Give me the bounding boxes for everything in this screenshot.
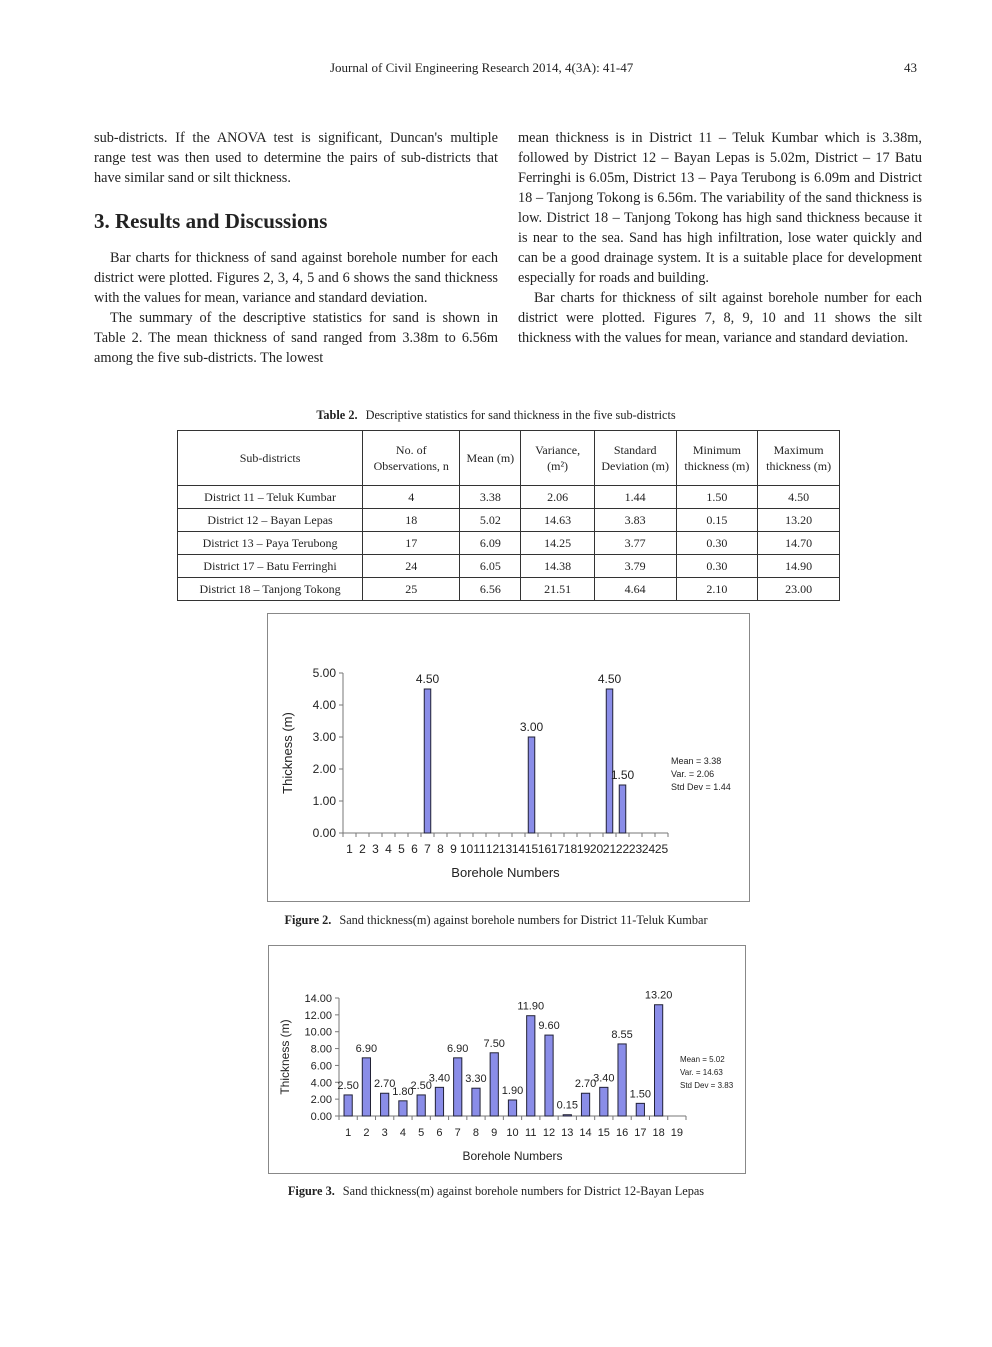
right-column <box>518 128 922 348</box>
y-tick-label: 6.00 <box>310 1060 332 1073</box>
bar <box>527 1016 535 1116</box>
x-tick-label: 2 <box>359 842 366 856</box>
value-cell: 3.83 <box>594 509 676 532</box>
y-axis-title: Thickness (m) <box>280 712 295 794</box>
left-column <box>94 128 498 368</box>
value-cell: 5.02 <box>460 509 521 532</box>
paragraph: Bar charts for thickness of silt against borehole number for each district were plotted. Figures 7, 8, 9, 10 and 11 shows the silt thickness with the values for mean, variance and standard deviation. <box>518 290 922 346</box>
value-cell: 18 <box>363 509 460 532</box>
x-tick-label: 9 <box>450 842 457 856</box>
value-cell: 17 <box>363 532 460 555</box>
y-tick-label: 2.00 <box>310 1094 332 1107</box>
x-tick-label: 24 <box>641 842 656 856</box>
value-cell: 3.79 <box>594 555 676 578</box>
value-cell: 2.10 <box>676 578 758 601</box>
figure-label: Figure 2. <box>284 913 332 927</box>
x-tick-label: 6 <box>411 842 418 856</box>
descriptive-stats-table <box>177 430 840 601</box>
value-cell: 23.00 <box>758 578 840 601</box>
table-row <box>178 486 840 509</box>
bar <box>600 1087 608 1116</box>
x-tick-label: 4 <box>385 842 392 856</box>
value-cell: 14.63 <box>521 509 594 532</box>
x-tick-label: 14 <box>511 842 526 856</box>
column-header: Mean (m) <box>460 431 521 486</box>
paragraph: mean thickness is in District 11 – Teluk Kumbar which is 3.38m, followed by District 12 – Bayan Lepas is 5.02m, District – 17 Batu Ferringhi is 6.05m, District 13 – Paya Terubong is 6.09m and District 18 – Tanjong Tokong is 6.56m. The variability of the sand thickness is low. District 18 – Tanjong Tokong has high sand thickness because it is near to the sea. Sand has high infiltration, lose water quickly and can be a good drainage system. It is a suitable place for development especially for roads and building. <box>518 130 922 286</box>
district-cell: District 11 – Teluk Kumbar <box>178 486 363 509</box>
x-tick-label: 14 <box>579 1127 592 1139</box>
district-cell: District 17 – Batu Ferringhi <box>178 555 363 578</box>
column-header: No. of Observations, n <box>363 431 460 486</box>
value-cell: 4.64 <box>594 578 676 601</box>
stats-annotation: Std Dev = 1.44 <box>671 782 731 792</box>
x-tick-label: 9 <box>491 1127 498 1139</box>
bar <box>654 1005 662 1116</box>
figure-caption-text: Sand thickness(m) against borehole numbers for District 11-Teluk Kumbar <box>339 913 708 927</box>
x-tick-label: 5 <box>398 842 405 856</box>
value-cell: 3.38 <box>460 486 521 509</box>
y-tick-label: 10.00 <box>304 1026 332 1039</box>
column-header: Minimum thickness (m) <box>676 431 758 486</box>
bar <box>472 1088 480 1116</box>
x-tick-label: 7 <box>424 842 431 856</box>
y-tick-label: 14.00 <box>304 993 332 1005</box>
y-tick-label: 1.00 <box>312 794 336 808</box>
x-tick-label: 3 <box>381 1127 388 1139</box>
x-tick-label: 4 <box>399 1127 406 1139</box>
data-label: 2.70 <box>574 1078 597 1091</box>
section-heading: 3. Results and Discussions <box>94 209 328 233</box>
x-tick-label: 21 <box>602 842 617 856</box>
stats-annotation: Mean = 3.38 <box>671 756 722 766</box>
figure-2-chart <box>267 613 750 902</box>
x-tick-label: 16 <box>615 1127 629 1139</box>
data-label: 3.40 <box>428 1072 451 1085</box>
value-cell: 2.06 <box>521 486 594 509</box>
data-label: 7.50 <box>483 1037 505 1050</box>
column-header: Standard Deviation (m) <box>594 431 676 486</box>
bar <box>618 1044 626 1116</box>
value-cell: 0.15 <box>676 509 758 532</box>
column-header: Maximum thickness (m) <box>758 431 840 486</box>
data-label: 2.50 <box>410 1079 432 1092</box>
y-tick-label: 0.00 <box>312 826 336 840</box>
value-cell: 14.70 <box>758 532 840 555</box>
x-tick-label: 8 <box>472 1127 480 1139</box>
x-tick-label: 1 <box>345 1127 352 1139</box>
stats-annotation: Var. = 2.06 <box>671 769 715 779</box>
x-tick-label: 12 <box>542 1127 556 1139</box>
y-tick-label: 0.00 <box>310 1111 332 1123</box>
y-tick-label: 8.00 <box>310 1043 332 1056</box>
table-caption <box>0 408 992 423</box>
value-cell: 1.50 <box>676 486 758 509</box>
bar <box>381 1093 389 1116</box>
x-tick-label: 10 <box>506 1127 519 1139</box>
x-tick-label: 17 <box>634 1127 647 1139</box>
journal-title: Journal of Civil Engineering Research 2014, 4(3A): 41-47 <box>330 60 634 75</box>
value-cell: 24 <box>363 555 460 578</box>
value-cell: 6.05 <box>460 555 521 578</box>
bar <box>508 1100 516 1116</box>
value-cell: 14.38 <box>521 555 594 578</box>
x-tick-label: 15 <box>524 842 539 856</box>
data-label: 13.20 <box>644 989 673 1002</box>
data-label: 11.90 <box>517 1000 545 1013</box>
value-cell: 6.09 <box>460 532 521 555</box>
bar <box>490 1053 498 1116</box>
table-label: Table 2. <box>316 408 358 422</box>
x-tick-label: 3 <box>372 842 379 856</box>
figure-3-chart <box>268 945 746 1174</box>
stats-annotation: Mean = 5.02 <box>680 1055 725 1064</box>
y-tick-label: 12.00 <box>304 1009 332 1022</box>
value-cell: 14.25 <box>521 532 594 555</box>
x-tick-label: 15 <box>597 1127 610 1139</box>
data-label: 4.50 <box>415 672 440 686</box>
x-tick-label: 11 <box>473 842 486 856</box>
bar <box>636 1103 644 1116</box>
y-axis-title: Thickness (m) <box>278 1019 292 1095</box>
bar <box>454 1058 462 1116</box>
data-label: 3.00 <box>519 720 544 734</box>
table-caption-text: Descriptive statistics for sand thickness in the five sub-districts <box>365 408 676 422</box>
x-tick-label: 18 <box>563 842 578 856</box>
paragraph: sub-districts. If the ANOVA test is significant, Duncan's multiple range test was then used to determine the pairs of sub-districts that have similar sand or silt thickness. <box>94 130 498 186</box>
paragraph: The summary of the descriptive statistics for sand is shown in Table 2. The mean thickness of sand ranged from 3.38m to 6.56m among the five sub-districts. The lowest <box>94 310 498 366</box>
data-label: 1.90 <box>501 1084 524 1097</box>
x-tick-label: 13 <box>498 842 513 856</box>
district-cell: District 18 – Tanjong Tokong <box>178 578 363 601</box>
x-tick-label: 7 <box>454 1127 461 1139</box>
bar <box>399 1101 407 1116</box>
data-label: 2.50 <box>337 1079 359 1092</box>
x-tick-label: 5 <box>418 1127 425 1139</box>
table-header-row <box>178 431 840 486</box>
value-cell: 6.56 <box>460 578 521 601</box>
bar <box>424 689 431 833</box>
bar <box>528 737 535 833</box>
value-cell: 0.30 <box>676 555 758 578</box>
paragraph: Bar charts for thickness of sand against borehole number for each district were plotted. Figures 2, 3, 4, 5 and 6 shows the sand thickness with the values for mean, variance and standard deviation. <box>94 250 498 306</box>
x-tick-label: 12 <box>485 842 500 856</box>
bar <box>362 1058 370 1116</box>
value-cell: 3.77 <box>594 532 676 555</box>
y-tick-label: 3.00 <box>312 730 336 744</box>
page-number: 43 <box>904 60 917 75</box>
y-tick-label: 5.00 <box>312 666 336 680</box>
data-label: 1.50 <box>629 1088 652 1101</box>
bar <box>435 1087 443 1116</box>
x-tick-label: 25 <box>654 842 669 856</box>
district-cell: District 12 – Bayan Lepas <box>178 509 363 532</box>
value-cell: 14.90 <box>758 555 840 578</box>
x-tick-label: 10 <box>459 842 474 856</box>
bar <box>344 1095 352 1116</box>
x-tick-label: 11 <box>525 1127 537 1139</box>
bar <box>545 1035 553 1116</box>
data-label: 1.80 <box>392 1085 414 1098</box>
data-label: 1.50 <box>610 768 635 782</box>
x-tick-label: 23 <box>628 842 643 856</box>
table-row <box>178 578 840 601</box>
figure-3-caption <box>0 1184 992 1199</box>
x-tick-label: 1 <box>346 842 353 856</box>
data-label: 8.55 <box>611 1028 633 1041</box>
figure-2-svg <box>268 614 749 901</box>
x-tick-label: 19 <box>576 842 591 856</box>
x-axis-title: Borehole Numbers <box>451 865 560 880</box>
table-row <box>178 509 840 532</box>
bar <box>606 689 613 833</box>
data-label: 9.60 <box>538 1020 560 1033</box>
figure-2-caption <box>0 913 992 928</box>
value-cell: 21.51 <box>521 578 594 601</box>
bar <box>417 1095 425 1116</box>
stats-annotation: Std Dev = 3.83 <box>680 1081 734 1090</box>
value-cell: 4 <box>363 486 460 509</box>
figure-caption-text: Sand thickness(m) against borehole numbers for District 12-Bayan Lepas <box>342 1184 705 1198</box>
y-tick-label: 2.00 <box>312 762 336 776</box>
y-tick-label: 4.00 <box>310 1077 332 1090</box>
bar <box>563 1115 571 1116</box>
bar <box>581 1093 589 1116</box>
y-tick-label: 4.00 <box>312 698 336 712</box>
value-cell: 1.44 <box>594 486 676 509</box>
x-tick-label: 19 <box>670 1127 683 1139</box>
x-tick-label: 6 <box>436 1127 443 1139</box>
table-row <box>178 532 840 555</box>
value-cell: 4.50 <box>758 486 840 509</box>
district-cell: District 13 – Paya Terubong <box>178 532 363 555</box>
data-label: 3.40 <box>593 1072 615 1085</box>
x-tick-label: 16 <box>537 842 552 856</box>
value-cell: 25 <box>363 578 460 601</box>
x-tick-label: 20 <box>589 842 604 856</box>
table-row <box>178 555 840 578</box>
stats-annotation: Var. = 14.63 <box>680 1068 723 1077</box>
x-tick-label: 2 <box>363 1127 370 1139</box>
data-label: 0.15 <box>556 1099 579 1112</box>
x-tick-label: 13 <box>561 1127 574 1139</box>
data-label: 2.70 <box>373 1078 396 1091</box>
x-tick-label: 17 <box>550 842 565 856</box>
x-tick-label: 22 <box>615 842 630 856</box>
x-tick-label: 18 <box>652 1127 665 1139</box>
x-axis-title: Borehole Numbers <box>462 1149 563 1163</box>
x-tick-label: 8 <box>437 842 444 856</box>
data-label: 3.30 <box>465 1073 487 1086</box>
bar <box>619 785 626 833</box>
value-cell: 13.20 <box>758 509 840 532</box>
data-label: 6.90 <box>355 1042 378 1055</box>
figure-label: Figure 3. <box>287 1184 335 1198</box>
column-header: Sub-districts <box>178 431 363 486</box>
figure-3-svg <box>269 946 745 1173</box>
data-label: 6.90 <box>446 1042 469 1055</box>
value-cell: 0.30 <box>676 532 758 555</box>
data-label: 4.50 <box>597 672 622 686</box>
column-header: Variance, (m²) <box>521 431 594 486</box>
